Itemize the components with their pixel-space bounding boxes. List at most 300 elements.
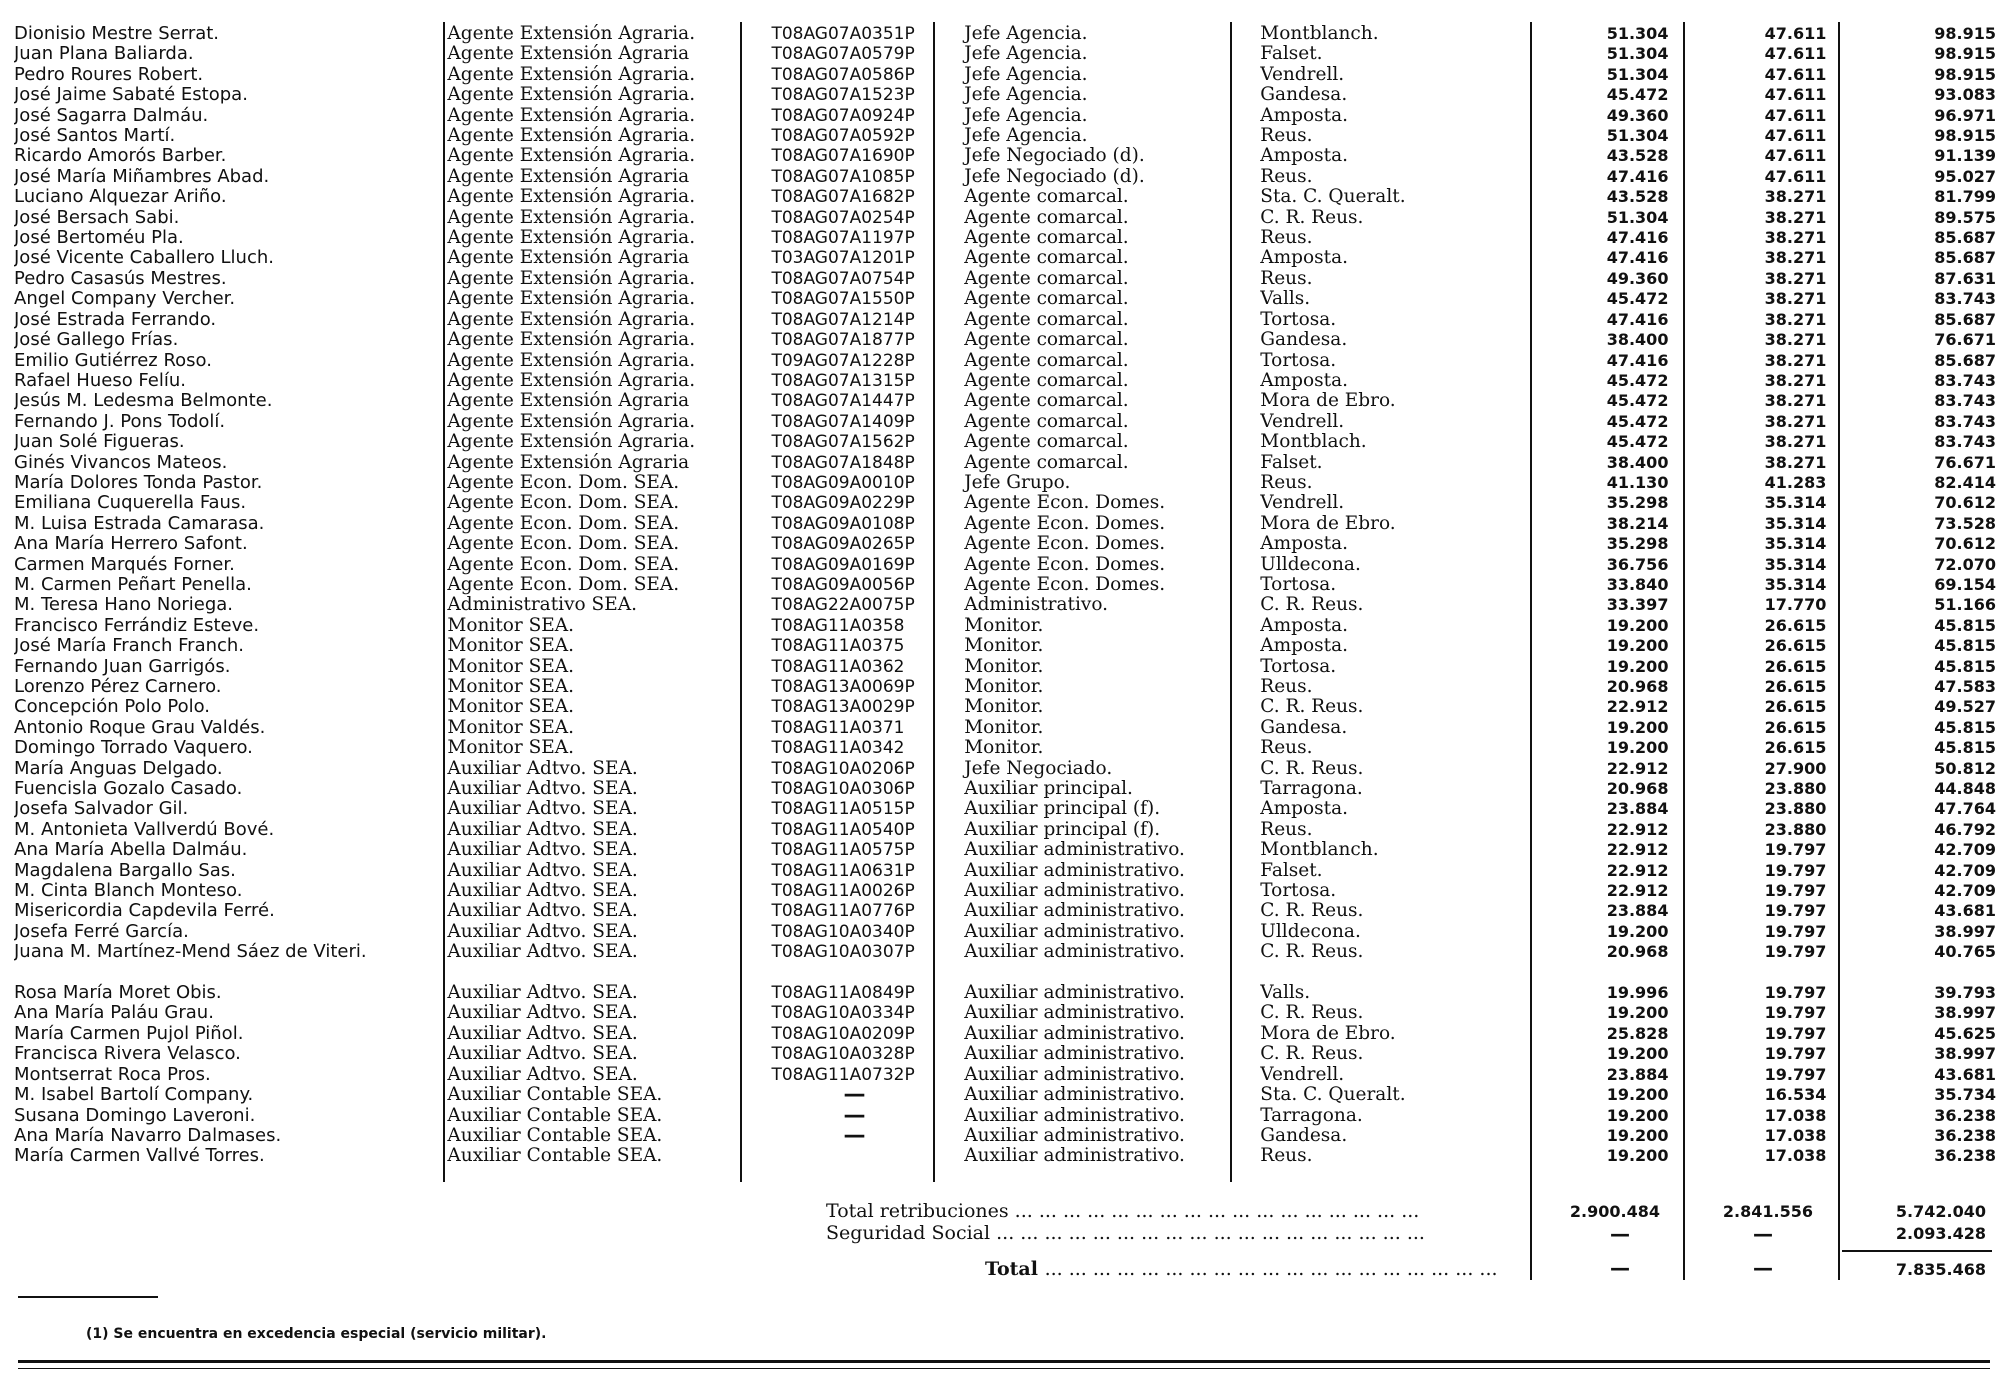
employee-code: T08AG10A0328P	[771, 1044, 915, 1065]
employee-code: T08AG09A0169P	[771, 554, 915, 575]
salary-base: 47.416	[1606, 350, 1669, 370]
employee-post: Agente comarcal.	[964, 248, 1129, 269]
employee-category: Auxiliar Adtvo. SEA.	[447, 1044, 638, 1065]
employee-location: Gandesa.	[1260, 85, 1348, 106]
salary-total: 87.631	[1934, 268, 1996, 288]
table-row	[14, 1126, 2000, 1146]
employee-post: Agente comarcal.	[964, 309, 1129, 330]
employee-location: Reus.	[1260, 819, 1313, 840]
employee-code: T08AG07A1690P	[771, 146, 915, 167]
salary-base: 45.472	[1606, 432, 1669, 452]
employee-post: Auxiliar administrativo.	[964, 860, 1185, 881]
employee-location: Valls.	[1260, 289, 1311, 310]
employee-post: Auxiliar administrativo.	[964, 1003, 1185, 1024]
employee-post: Agente comarcal.	[964, 268, 1129, 289]
employee-category: Agente Extensión Agraria.	[447, 432, 696, 453]
salary-total: 36.238	[1934, 1125, 1996, 1145]
employee-code: T08AG07A1085P	[771, 166, 915, 187]
salary-complement: 38.271	[1764, 268, 1827, 288]
table-row	[14, 473, 2000, 493]
employee-location: Montblanch.	[1260, 24, 1379, 44]
employee-post: Auxiliar administrativo.	[964, 1105, 1185, 1126]
employee-location: Mora de Ebro.	[1260, 513, 1396, 534]
footnote: (1) Se encuentra en excedencia especial (servicio militar).	[86, 1326, 547, 1342]
employee-location: Falset.	[1260, 860, 1323, 881]
employee-category: Monitor SEA.	[447, 677, 575, 697]
table-row	[14, 514, 2000, 534]
salary-total: 51.166	[1934, 595, 1996, 615]
salary-total: 83.743	[1934, 432, 1996, 452]
employee-category: Agente Extensión Agraria	[447, 166, 690, 187]
salary-complement: 38.271	[1764, 187, 1827, 207]
employee-category: Agente Extensión Agraria.	[447, 268, 696, 289]
employee-post: Jefe Grupo.	[964, 472, 1071, 493]
employee-code: T08AG07A1682P	[771, 187, 915, 208]
salary-complement: 47.611	[1764, 24, 1827, 43]
employee-category: Auxiliar Contable SEA.	[447, 1125, 663, 1146]
employee-post: Auxiliar administrativo.	[964, 1023, 1185, 1044]
salary-base: 19.200	[1606, 1105, 1669, 1125]
salary-total: 36.238	[1934, 1146, 1996, 1166]
salary-complement: 38.271	[1764, 370, 1827, 390]
employee-code: —	[843, 1085, 866, 1106]
employee-location: Reus.	[1260, 472, 1313, 493]
salary-base: 19.200	[1606, 656, 1669, 676]
employee-category: Auxiliar Adtvo. SEA.	[447, 921, 638, 942]
employee-category: Agente Econ. Dom. SEA.	[447, 472, 680, 493]
salary-total: 45.625	[1934, 1023, 1996, 1043]
employee-name: Ana María Navarro Dalmases.	[14, 1125, 282, 1146]
salary-base: 19.200	[1606, 1085, 1669, 1105]
salary-total: 45.815	[1934, 738, 1996, 758]
employee-category: Monitor SEA.	[447, 615, 575, 636]
salary-base: 51.304	[1606, 24, 1669, 43]
employee-name: José María Miñambres Abad.	[14, 166, 270, 187]
salary-total: 49.527	[1934, 697, 1996, 717]
employee-post: Auxiliar administrativo.	[964, 921, 1185, 942]
table-row	[14, 677, 2000, 697]
employee-name: Juan Plana Baliarda.	[14, 44, 194, 65]
employee-category: Agente Extensión Agraria.	[447, 146, 696, 167]
employee-code: T08AG10A0209P	[771, 1023, 915, 1044]
employee-name: José María Franch Franch.	[14, 636, 245, 657]
employee-code: —	[843, 1105, 866, 1126]
table-row	[14, 799, 2000, 819]
salary-total: 42.709	[1934, 881, 1996, 901]
salary-base: 45.472	[1606, 411, 1669, 431]
salary-base: 23.884	[1606, 799, 1669, 819]
salary-complement: 38.271	[1764, 248, 1827, 268]
table-row	[14, 779, 2000, 799]
employee-post: Agente comarcal.	[964, 330, 1129, 351]
employee-name: Montserrat Roca Pros.	[14, 1064, 211, 1085]
employee-name: Concepción Polo Polo.	[14, 697, 211, 718]
salary-base: 20.968	[1606, 677, 1669, 696]
salary-complement: 19.797	[1764, 921, 1827, 941]
employee-category: Agente Extensión Agraria	[447, 248, 690, 269]
employee-location: Falset.	[1260, 452, 1323, 473]
employee-location: Reus.	[1260, 738, 1313, 759]
employee-location: Tarragona.	[1260, 1105, 1363, 1126]
employee-location: Vendrell.	[1260, 493, 1345, 514]
grand-total-label: Total ... ... ... ... ... ... ... ... ... ... ... ... ... ... ... ... ... ... ...	[985, 1258, 1498, 1280]
employee-code: T08AG09A0265P	[771, 534, 915, 555]
employee-location: C. R. Reus.	[1260, 697, 1364, 718]
employee-post: Agente comarcal.	[964, 411, 1129, 432]
salary-total: 45.815	[1934, 615, 1996, 635]
employee-location: C. R. Reus.	[1260, 595, 1364, 616]
salary-base: 43.528	[1606, 187, 1669, 207]
employee-category: Auxiliar Adtvo. SEA.	[447, 942, 638, 963]
salary-base: 47.416	[1606, 166, 1669, 186]
salary-complement: 23.880	[1764, 799, 1827, 819]
employee-location: Reus.	[1260, 228, 1313, 249]
employee-category: Agente Extensión Agraria.	[447, 64, 696, 85]
salary-total: 39.793	[1934, 983, 1996, 1003]
employee-code: T03AG07A1201P	[771, 248, 915, 269]
salary-total: 43.681	[1934, 901, 1996, 921]
employee-location: Mora de Ebro.	[1260, 1023, 1396, 1044]
table-row	[14, 881, 2000, 901]
employee-category: Auxiliar Adtvo. SEA.	[447, 901, 638, 922]
employee-location: C. R. Reus.	[1260, 942, 1364, 963]
salary-base: 45.472	[1606, 289, 1669, 309]
employee-category: Agente Extensión Agraria.	[447, 350, 696, 371]
employee-code: T08AG09A0010P	[771, 472, 915, 493]
salary-base: 19.200	[1606, 1003, 1669, 1023]
employee-location: Amposta.	[1260, 799, 1349, 820]
salary-complement: 17.770	[1764, 595, 1827, 615]
employee-location: Tortosa.	[1260, 656, 1337, 677]
salary-complement: 23.880	[1764, 819, 1827, 839]
employee-category: Agente Extensión Agraria	[447, 44, 690, 65]
employee-location: Valls.	[1260, 983, 1311, 1004]
table-row	[14, 85, 2000, 105]
employee-location: Amposta.	[1260, 636, 1349, 657]
bottom-rule	[18, 1360, 1990, 1363]
employee-name: Juan Solé Figueras.	[14, 432, 185, 453]
employee-location: Mora de Ebro.	[1260, 391, 1396, 412]
employee-category: Auxiliar Adtvo. SEA.	[447, 1003, 638, 1024]
salary-base: 36.756	[1606, 554, 1669, 574]
employee-post: Agente comarcal.	[964, 350, 1129, 371]
employee-category: Agente Extensión Agraria.	[447, 228, 696, 249]
salary-base: 22.912	[1606, 881, 1669, 901]
employee-post: Auxiliar principal.	[964, 779, 1133, 800]
employee-post: Auxiliar principal (f).	[964, 799, 1161, 820]
employee-post: Monitor.	[964, 656, 1044, 677]
employee-location: Tortosa.	[1260, 881, 1337, 902]
employee-post: Monitor.	[964, 615, 1044, 636]
salary-base: 20.968	[1606, 942, 1669, 962]
employee-post: Jefe Negociado.	[964, 758, 1113, 779]
employee-location: Reus.	[1260, 268, 1313, 289]
salary-total: 70.612	[1934, 534, 1996, 554]
salary-base: 51.304	[1606, 44, 1669, 64]
employee-code: T08AG11A0732P	[771, 1064, 915, 1085]
employee-post: Agente comarcal.	[964, 391, 1129, 412]
table-row	[14, 1085, 2000, 1105]
employee-post: Auxiliar administrativo.	[964, 901, 1185, 922]
salary-total: 81.799	[1934, 187, 1996, 207]
employee-post: Auxiliar administrativo.	[964, 1085, 1185, 1106]
employee-code: T08AG07A1409P	[771, 411, 915, 432]
employee-post: Agente Econ. Domes.	[964, 534, 1166, 555]
employee-category: Monitor SEA.	[447, 636, 575, 657]
employee-location: C. R. Reus.	[1260, 1003, 1364, 1024]
salary-complement: 17.038	[1764, 1146, 1827, 1166]
employee-location: Tortosa.	[1260, 309, 1337, 330]
employee-name: M. Luisa Estrada Camarasa.	[14, 513, 265, 534]
employee-post: Auxiliar administrativo.	[964, 1125, 1185, 1146]
employee-post: Agente Econ. Domes.	[964, 513, 1166, 534]
employee-code: T08AG11A0375	[771, 636, 905, 657]
employee-post: Auxiliar administrativo.	[964, 942, 1185, 963]
salary-total: 85.687	[1934, 248, 1996, 268]
table-row	[14, 269, 2000, 289]
table-row	[14, 208, 2000, 228]
employee-name: Rosa María Moret Obis.	[14, 983, 222, 1004]
table-row	[14, 616, 2000, 636]
employee-post: Jefe Agencia.	[964, 24, 1088, 44]
table-row	[14, 228, 2000, 248]
table-row	[14, 146, 2000, 166]
total-retribuciones-v2: 2.841.556	[1722, 1202, 1813, 1221]
employee-category: Auxiliar Adtvo. SEA.	[447, 881, 638, 902]
table-row	[14, 1146, 2000, 1166]
employee-name: José Santos Martí.	[14, 126, 176, 147]
employee-post: Jefe Agencia.	[964, 105, 1088, 126]
salary-complement: 17.038	[1764, 1105, 1827, 1125]
salary-total: 82.414	[1934, 472, 1996, 492]
employee-code: T08AG13A0029P	[771, 697, 915, 718]
table-row	[14, 1065, 2000, 1085]
employee-location: Reus.	[1260, 677, 1313, 697]
table-row	[14, 167, 2000, 187]
table-row	[14, 330, 2000, 350]
table-row	[14, 289, 2000, 309]
salary-total: 42.709	[1934, 860, 1996, 880]
salary-base: 19.996	[1606, 983, 1669, 1003]
salary-base: 47.416	[1606, 248, 1669, 268]
employee-name: Francisco Ferrándiz Esteve.	[14, 615, 260, 636]
employee-category: Agente Econ. Dom. SEA.	[447, 534, 680, 555]
grand-total-v2: —	[1753, 1256, 1773, 1280]
salary-complement: 19.797	[1764, 901, 1827, 921]
salary-complement: 26.615	[1764, 697, 1827, 717]
salary-base: 35.298	[1606, 493, 1669, 513]
salary-base: 47.416	[1606, 228, 1669, 248]
salary-base: 38.400	[1606, 330, 1669, 350]
salary-complement: 19.797	[1764, 1003, 1827, 1023]
salary-complement: 47.611	[1764, 166, 1827, 186]
employee-code: T08AG10A0307P	[771, 942, 915, 963]
bottom-rule	[18, 1368, 1990, 1369]
salary-base: 22.912	[1606, 860, 1669, 880]
employee-post: Agente comarcal.	[964, 187, 1129, 208]
employee-name: Ricardo Amorós Barber.	[14, 146, 227, 167]
employee-location: Vendrell.	[1260, 1064, 1345, 1085]
employee-code: —	[843, 1125, 866, 1147]
table-row	[14, 1044, 2000, 1064]
employee-post: Agente comarcal.	[964, 289, 1129, 310]
employee-location: C. R. Reus.	[1260, 1044, 1364, 1065]
salary-total: 89.575	[1934, 207, 1996, 227]
salary-complement: 26.615	[1764, 717, 1827, 737]
table-row	[14, 351, 2000, 371]
employee-code: T08AG11A0371	[771, 717, 905, 738]
salary-base: 38.214	[1606, 513, 1669, 533]
employee-name: Ginés Vivancos Mateos.	[14, 452, 228, 473]
employee-code: T08AG07A0254P	[771, 207, 915, 228]
employee-name: M. Isabel Bartolí Company.	[14, 1085, 254, 1106]
salary-complement: 26.615	[1764, 677, 1827, 696]
employee-location: C. R. Reus.	[1260, 758, 1364, 779]
employee-location: Gandesa.	[1260, 330, 1348, 351]
salary-total: 85.687	[1934, 228, 1996, 248]
table-row	[14, 1106, 2000, 1126]
employee-category: Monitor SEA.	[447, 697, 575, 718]
table-row	[14, 310, 2000, 330]
employee-location: Tortosa.	[1260, 574, 1337, 595]
salary-complement: 35.314	[1764, 513, 1827, 533]
salary-total: 35.734	[1934, 1085, 1996, 1105]
salary-total: 83.743	[1934, 411, 1996, 431]
employee-location: Tarragona.	[1260, 779, 1363, 800]
employee-code: T08AG10A0340P	[771, 921, 915, 942]
salary-total: 45.815	[1934, 717, 1996, 737]
employee-code: T08AG11A0776P	[771, 901, 915, 922]
salary-total: 45.815	[1934, 656, 1996, 676]
salary-base: 43.528	[1606, 146, 1669, 166]
table-row	[14, 922, 2000, 942]
employee-post: Agente comarcal.	[964, 452, 1129, 473]
salary-complement: 16.534	[1764, 1085, 1827, 1105]
salary-base: 41.130	[1606, 472, 1669, 492]
employee-location: Tortosa.	[1260, 350, 1337, 371]
salary-complement: 19.797	[1764, 1044, 1827, 1064]
table-row	[14, 1024, 2000, 1044]
employee-name: Francisca Rivera Velasco.	[14, 1044, 241, 1065]
employee-code: T08AG11A0849P	[771, 983, 915, 1004]
table-row	[14, 942, 2000, 983]
employee-name: Susana Domingo Laveroni.	[14, 1105, 256, 1126]
employee-name: Angel Company Vercher.	[14, 289, 236, 310]
employee-name: Rafael Hueso Felíu.	[14, 370, 187, 391]
salary-base: 22.912	[1606, 758, 1669, 778]
employee-category: Agente Extensión Agraria.	[447, 289, 696, 310]
table-row	[14, 759, 2000, 779]
employee-name: M. Cinta Blanch Monteso.	[14, 881, 243, 902]
salary-complement: 38.271	[1764, 350, 1827, 370]
employee-code: T08AG07A1877P	[771, 330, 915, 351]
table-row	[14, 44, 2000, 64]
employee-post: Monitor.	[964, 697, 1044, 718]
employee-location: Montblach.	[1260, 432, 1367, 453]
employee-post: Auxiliar administrativo.	[964, 983, 1185, 1004]
total-retribuciones-v1: 2.900.484	[1569, 1202, 1660, 1221]
salary-total: 83.743	[1934, 370, 1996, 390]
employee-post: Jefe Agencia.	[964, 126, 1088, 147]
salary-base: 38.400	[1606, 452, 1669, 472]
salary-total: 83.743	[1934, 289, 1996, 309]
employee-post: Monitor.	[964, 677, 1044, 697]
salary-total: 36.238	[1934, 1105, 1996, 1125]
seguridad-social-v2: —	[1753, 1222, 1773, 1246]
employee-name: Domingo Torrado Vaquero.	[14, 738, 253, 759]
employee-name: María Dolores Tonda Pastor.	[14, 472, 263, 493]
table-row	[14, 983, 2000, 1003]
salary-complement: 26.615	[1764, 636, 1827, 656]
salary-base: 23.884	[1606, 1064, 1669, 1084]
salary-base: 45.472	[1606, 85, 1669, 105]
employee-post: Jefe Agencia.	[964, 64, 1088, 85]
employee-name: José Estrada Ferrando.	[14, 309, 217, 330]
salary-complement: 26.615	[1764, 738, 1827, 758]
employee-location: Ulldecona.	[1260, 554, 1361, 575]
employee-name: Fernando Juan Garrigós.	[14, 656, 231, 677]
employee-location: Montblanch.	[1260, 840, 1379, 861]
salary-complement: 19.797	[1764, 942, 1827, 962]
employee-code: T08AG11A0575P	[771, 840, 915, 861]
table-row	[14, 453, 2000, 473]
salary-base: 19.200	[1606, 636, 1669, 656]
salary-complement: 35.314	[1764, 534, 1827, 554]
employee-category: Auxiliar Contable SEA.	[447, 1085, 663, 1106]
salary-base: 51.304	[1606, 64, 1669, 84]
salary-base: 33.840	[1606, 574, 1669, 594]
table-row	[14, 636, 2000, 656]
employee-code: T08AG07A0924P	[771, 105, 915, 126]
employee-category: Auxiliar Adtvo. SEA.	[447, 758, 638, 779]
employee-name: Juana M. Martínez-Mend Sáez de Viteri.	[14, 942, 367, 963]
employee-name: Fuencisla Gozalo Casado.	[14, 779, 243, 800]
salary-base: 51.304	[1606, 126, 1669, 146]
employee-location: Vendrell.	[1260, 64, 1345, 85]
employee-code: T08AG10A0306P	[771, 779, 915, 800]
total-retribuciones-label: Total retribuciones ... ... ... ... ... ... ... ... ... ... ... ... ... ... ... ... ...	[826, 1200, 1420, 1222]
grand-total-v1: —	[1610, 1256, 1630, 1280]
salary-complement: 47.611	[1764, 44, 1827, 64]
salary-total: 83.743	[1934, 391, 1996, 411]
employee-category: Agente Econ. Dom. SEA.	[447, 493, 680, 514]
employee-location: Reus.	[1260, 1146, 1313, 1167]
salary-complement: 19.797	[1764, 1064, 1827, 1084]
salary-complement: 19.797	[1764, 881, 1827, 901]
salary-total: 76.671	[1934, 330, 1996, 350]
employee-category: Agente Extensión Agraria	[447, 391, 690, 412]
employee-post: Auxiliar principal (f).	[964, 819, 1161, 840]
employee-location: Reus.	[1260, 166, 1313, 187]
employee-name: José Gallego Frías.	[14, 330, 179, 351]
employee-category: Agente Econ. Dom. SEA.	[447, 513, 680, 534]
employee-category: Auxiliar Contable SEA.	[447, 1146, 663, 1167]
salary-base: 22.912	[1606, 840, 1669, 860]
employee-name: Josefa Salvador Gil.	[14, 799, 189, 820]
employee-name: Luciano Alquezar Ariño.	[14, 187, 227, 208]
salary-complement: 38.271	[1764, 309, 1827, 329]
employee-location: Amposta.	[1260, 105, 1349, 126]
table-row	[14, 371, 2000, 391]
salary-complement: 47.611	[1764, 146, 1827, 166]
employee-post: Auxiliar administrativo.	[964, 1146, 1185, 1167]
salary-total: 43.681	[1934, 1064, 1996, 1084]
salary-total: 98.915	[1934, 24, 1996, 43]
table-row	[14, 65, 2000, 85]
employee-name: M. Antonieta Vallverdú Bové.	[14, 819, 275, 840]
employee-code: T08AG07A0351P	[771, 24, 915, 44]
employee-location: Gandesa.	[1260, 717, 1348, 738]
